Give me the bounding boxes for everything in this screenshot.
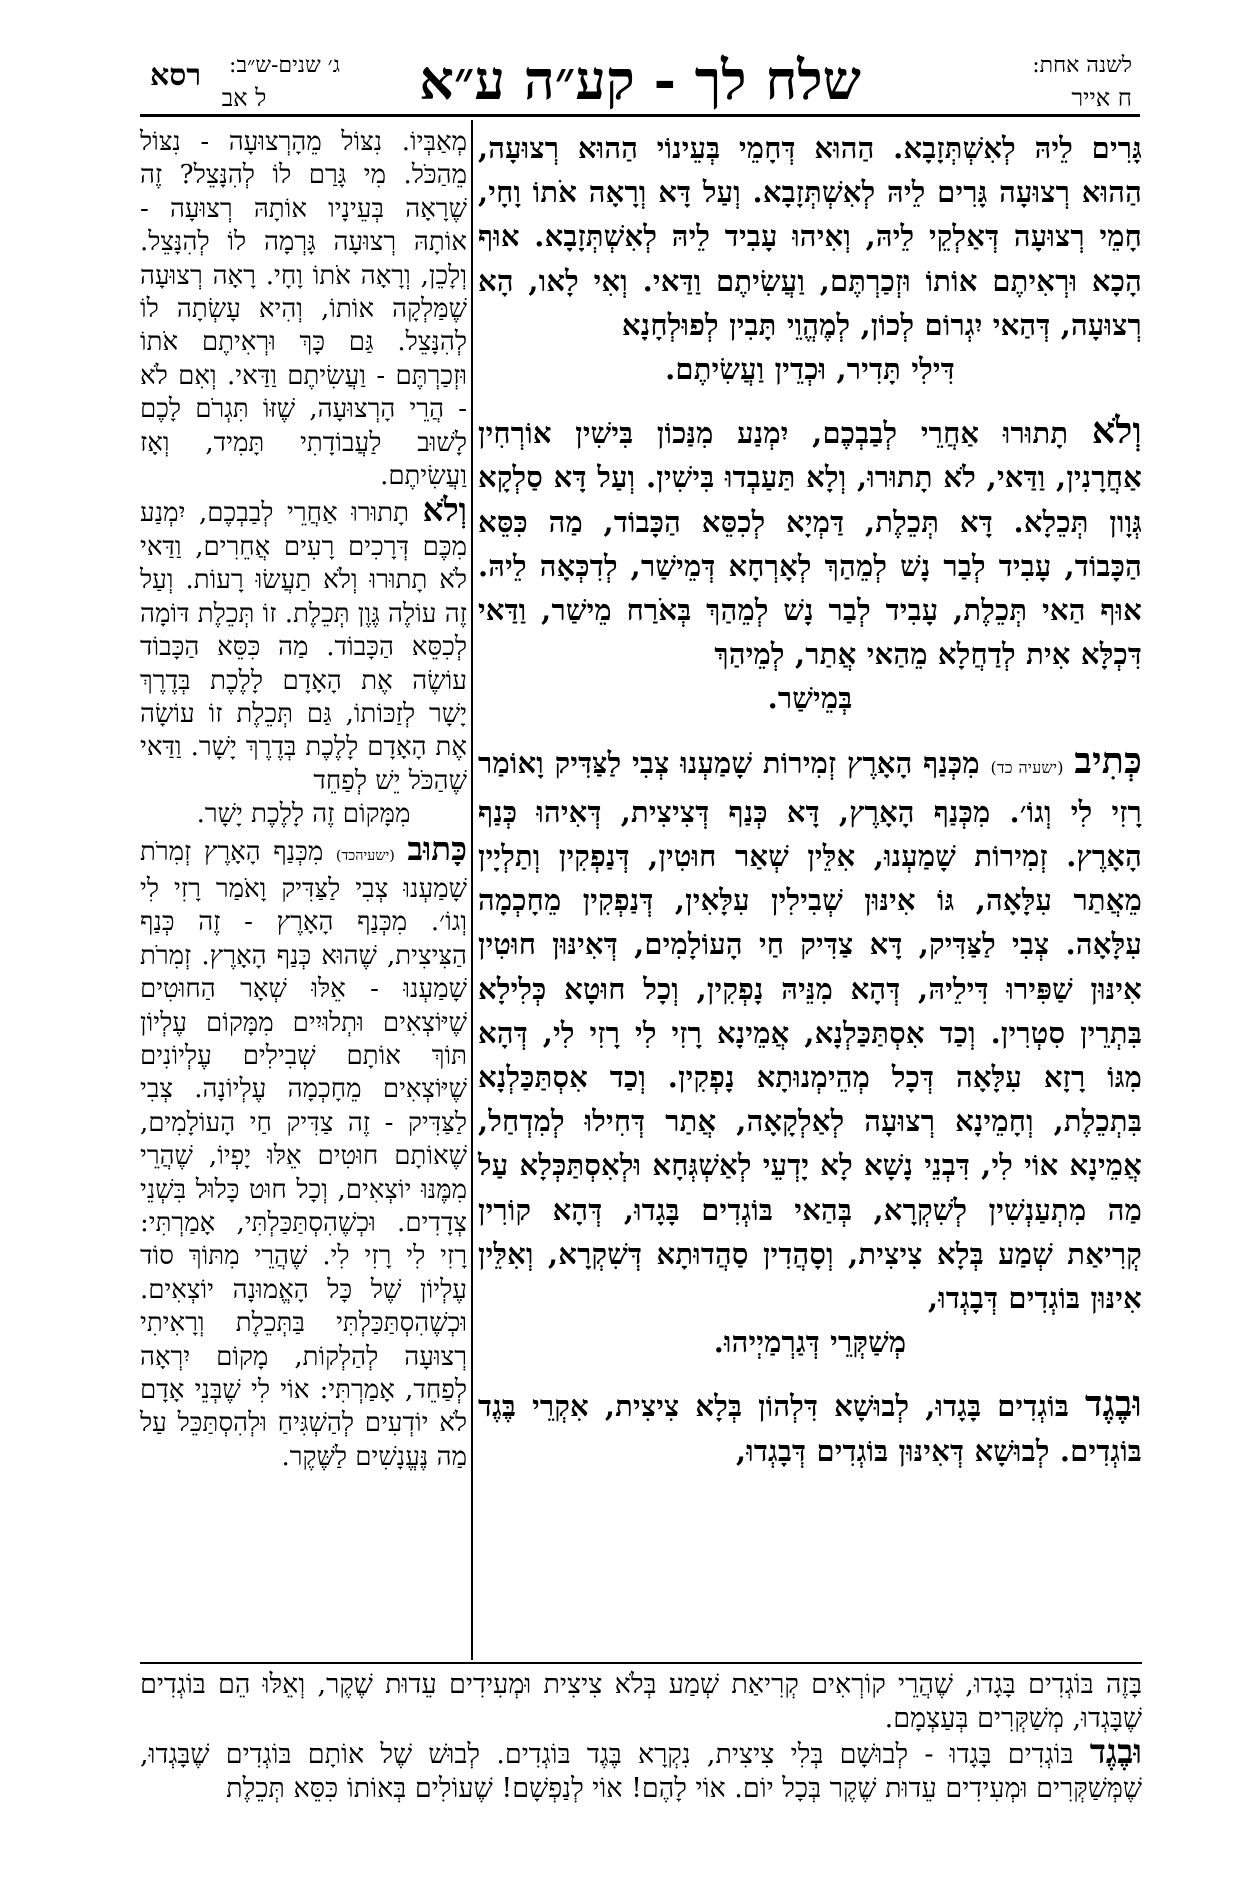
main-p3-reference: (ישעיה כד) bbox=[990, 757, 1064, 777]
bottom-b2-lead: וּבֶגֶד bbox=[1089, 1731, 1142, 1771]
folio-number: רסא bbox=[150, 58, 202, 93]
header-left-bottom: ל אב bbox=[221, 84, 267, 112]
header-right-note bbox=[952, 50, 1132, 114]
bottom-paragraph-1 bbox=[140, 1668, 1142, 1735]
header-rule bbox=[140, 114, 1140, 117]
main-paragraph-1 bbox=[478, 126, 1142, 391]
bottom-paragraph-2 bbox=[140, 1731, 1142, 1805]
page-title: שלח לך - קע״ה ע״א bbox=[419, 48, 861, 112]
side-s3-lead: כָּתוּב bbox=[407, 828, 467, 868]
main-p3-lead: כְּתִיב bbox=[1074, 738, 1143, 782]
bottom-b2-text: בּוֹגְדִים בָּגָדוּ - לְבוּשָׁם בְּלִי צִיצִית, נִקְרָא בֶּגֶד בּוֹגְדִים. לְבוּשׁ שֶׁל אוֹתָם בּוֹגְדִים שֶׁבָּגְדוּ, שֶׁמְּשַׁקְּרִים וּמְעִידִים עֵדוּת שֶׁקֶר בְּכָל יוֹם. אוֹי לָהֶם! אוֹי לְנַפְשָׁם! שֶׁעוֹלִים בְּאוֹתוֹ כִּסֵּא תְּכֵלֶת bbox=[140, 1739, 1142, 1804]
side-paragraph-3 bbox=[140, 828, 467, 1475]
main-p1-text: גָּרִים לֵיהּ לְאִשְׁתְּזָבָא. הַהוּא דְּחָמֵי בְּעֵינוֹי הַהוּא רְצוּעָה, הַהוּא רְצוּעָה גָּרִים לֵיהּ לְאִשְׁתְּזָבָא. וְעַל דָּא וְרָאָה אֹתוֹ וָחָי, חָמֵי רְצוּעָה דְּאַלְקֵי לֵיהּ, וְאִיהוּ עָבִיד לֵיהּ לְאִשְׁתְּזָבָא. אוּף הָכָא וּרְאִיתֶם אוֹתוֹ וּזְכַרְתֶּם, וַעֲשִׂיתֶם וַדַּאי. וְאִי לָאו, הָא רְצוּעָה, דְּהַאי יִגְרוֹם לְכוֹן, לְמֶהֱוֵי תָּבִין לְפוּלְחָנָא bbox=[478, 131, 1142, 342]
main-p4-lead: וּבֶגֶד bbox=[1085, 1382, 1142, 1426]
main-p2-end: בְּמֵישַׁר. bbox=[767, 681, 853, 716]
main-p3-text: מִכְּנַף הָאָרֶץ זְמִירוֹת שָׁמַעְנוּ צְבִי לַצַּדִּיק וָאוֹמַר רָזִי לִי וְגוֹ׳. מִכְּנַף הָאָרֶץ, דָּא כְּנַף דְּצִיצִית, דְּאִיהוּ כְּנַף הָאָרֶץ. זְמִירוֹת שָׁמַעְנוּ, אִלֵּין שְׁאַר חוּטִין, דְּנַפְקִין וְתַלְיָין מֵאֲתַר עִלָּאָה, גּוֹ אִינּוּן שְׁבִילִין עִלָּאִין, דְּנַפְקִין מֵחָכְמָה עִלָּאָה. צְבִי לַצַּדִּיק, דָּא צַדִּיק חַי הָעוֹלָמִים, דְּאִינּוּן חוּטִין אִינּוּן שַׁפִּירוּ דִּילֵיהּ, דְּהָא מִנֵּיהּ נָפְקִין, וְכָל חוּטָא כְּלִילָא בִּתְרֵין סִטְרִין. וְכַד אִסְתַּכַּלְנָא, אֲמֵינָא רָזִי לִי רָזִי לִי, דְּהָא מִגּוֹ רָזָא עִלָּאָה דְּכָל מְהֵימְנוּתָא נָפְקִין. וְכַד אִסְתַּכַּלְנָא בִּתְכֵלֶת, וְחָמֵינָא רְצוּעָה לְאַלְקָאָה, אֲתַר דְּחִילוּ לְמִדְחַל, אֲמֵינָא אוֹי לִי, דִּבְנֵי נָשָׁא לָא יָדְעֵי לְאַשְׁגְּחָא וּלְאִסְתַּכְּלָא עַל מַה מִתְעַנְשִׁין לְשִׁקְרָא, בְּהַאי בּוֹגְדִים בָּגָדוּ, דְּהָא קוֹרִין קְרִיאַת שְׁמַע בְּלָא צִיצִית, וְסָהֲדִין סַהֲדוּתָא דְּשִׁקְרָא, וְאִלֵּין אִינּוּן בּוֹגְדִים דְּבָגְדוּ, bbox=[478, 745, 1142, 1316]
column-divider bbox=[471, 120, 473, 1660]
main-p1-end: דִּילִי תָּדִיר, וּכְדֵין וַעֲשִׂיתֶם. bbox=[665, 352, 955, 387]
main-p2-text: תָתוּרוּ אַחֲרֵי לְבַבְכֶם, יִמְנַע מִנַּכוֹן בִּישִׁין אוֹרְחִין אַחֲרָנִין, וַדַּאי, לֹא תָתוּרוּ, וְלָא תַּעַבְדוּ בִּישִׁין. וְעַל דָּא סַלְקָא גְּוָון תְּכֵלָא. דָּא תְּכֵלֶת, דַּמְיָא לְכִסֵּא הַכָּבוֹד, מַה כִּסֵּא הַכָּבוֹד, עָבִיד לְבַר נָשׁ לְמֵהַךְ לְאָרְחָא דְּמֵישַׁר, לְדִכְּאָה לֵיהּ. אוּף הַאי תְּכֵלֶת, עָבִיד לְבַר נָשׁ לְמֵהַךְ בְּאֹרַח מֵישַׁר, וַדַּאי דִּכְלָּא אִית לְדַחֲלָא מֵהַאי אֲתַר, לְמֵיהַךְ bbox=[478, 416, 1142, 672]
main-paragraph-3 bbox=[478, 739, 1142, 1365]
header-right-bottom: ח אייר bbox=[1071, 84, 1132, 112]
side-paragraph-1 bbox=[140, 126, 467, 493]
main-p2-lead: וְלֹא bbox=[1091, 409, 1143, 453]
header-right-top: לשנה אחת: bbox=[1032, 53, 1132, 78]
side-s1-text: מְאַבְּיוֹ. נִצּוֹל מֵהָרְצוּעָה - נִצּוֹל מֵהַכֹּל. מִי גָּרַם לוֹ לְהִנָּצֵל? זֶה שֶׁרָאָה בְּעֵינָיו אוֹתָהּ רְצוּעָה - אוֹתָהּ רְצוּעָה גָּרְמָה לוֹ לְהִנָּצֵל. וְלָכֵן, וְרָאָה אֹתוֹ וָחָי. רָאָה רְצוּעָה שֶׁמַּלְקָה אוֹתוֹ, וְהִיא עָשְׂתָה לוֹ לְהִנָּצֵל. גַּם כָּךְ וּרְאִיתֶם אֹתוֹ וּזְכַרְתֶּם - וַעֲשִׂיתֶם וַדַּאי. וְאִם לֹא - הֲרֵי הָרְצוּעָה, שֶׁזּוֹ תִּגְרֹם לָכֶם לָשׁוּב לַעֲבוֹדָתִי תָּמִיד, וְאָז bbox=[140, 127, 467, 458]
header-left-top: ג׳ שנים-ש״ב: bbox=[229, 53, 340, 78]
side-s3-text: מִכְּנַף הָאָרֶץ זְמִרֹת שָׁמַעְנוּ צְבִי לַצַּדִּיק וָאֹמַר רָזִי לִי וְגוֹ׳. מִכְּנַף הָאָרֶץ - זֶה כְּנַף הַצִּיצִית, שֶׁהוּא כְּנַף הָאָרֶץ. זְמִרֹת שָׁמַעְנוּ - אֵלּוּ שְׁאָר הַחוּטִים שֶׁיּוֹצְאִים וּתְלוּיִים מִמָּקוֹם עֶלְיוֹן תּוֹךְ אוֹתָם שְׁבִילִים עֶלְיוֹנִים שֶׁיּוֹצְאִים מֵחָכְמָה עֶלְיוֹנָה. צְבִי לַצַּדִּיק - זֶה צַדִּיק חַי הָעוֹלָמִים, שֶׁאוֹתָם חוּטִים אֵלּוּ יָפְיוֹ, שֶׁהֲרֵי מִמֶּנּוּ יוֹצְאִים, וְכָל חוּט כָּלוּל בִּשְׁנֵי צְדָדִים. וּכְשֶׁהִסְתַּכַּלְתִּי, אָמַרְתִּי: רָזִי לִי רָזִי לִי. שֶׁהֲרֵי מִתּוֹךְ סוֹד עֶלְיוֹן שֶׁל כָּל הָאֱמוּנָה יוֹצְאִים. וּכְשֶׁהִסְתַּכַּלְתִּי בַּתְּכֵלֶת וְרָאִיתִי רְצוּעָה לְהַלְקוֹת, מָקוֹם יִרְאָה לְפַחֵד, אָמַרְתִּי: אוֹי לִי שֶׁבְּנֵי אָדָם לֹא יוֹדְעִים לְהַשְׁגִּיחַ וּלְהִסְתַּכֵּל עַל מַה נֶּעֱנָשִׁים לַשֶּׁקֶר. bbox=[140, 836, 467, 1472]
side-s1-end: וַעֲשִׂיתֶם. bbox=[380, 461, 467, 492]
main-p3-end: מְשַׁקְּרֵי דְּגַרְמַיְיהוּ. bbox=[713, 1325, 907, 1360]
bottom-translation bbox=[140, 1668, 1142, 1805]
header-left-note bbox=[148, 50, 340, 114]
main-paragraph-2 bbox=[478, 409, 1142, 720]
main-p4-text: בּוֹגְדִים בָּגָדוּ, לְבוּשָׁא דִּלְהוֹן בְּלָא צִיצִית, אִקְרֵי בֶּגֶד בּוֹגְדִים. לְבוּשָׁא דְּאִינּוּן בּוֹגְדִים דְּבָגְדוּ, bbox=[478, 1389, 1142, 1468]
side-s2-text: תָתוּרוּ אַחֲרֵי לְבַבְכֶם, יִמְנַע מִכֶּם דְּרָכִים רָעִים אֲחֵרִים, וַדַּאי לֹא תָתוּרוּ וְלֹא תַעֲשׂוּ רָעוֹת. וְעַל זֶה עוֹלֶה גֶּוֶן תְּכֵלֶת. זוֹ תְּכֵלֶת דּוֹמָה לְכִסֵּא הַכָּבוֹד. מַה כִּסֵּא הַכָּבוֹד עוֹשֶׂה אֶת הָאָדָם לָלֶכֶת בְּדֶרֶךְ יָשָׁר לְזַכּוֹתוֹ, גַּם תְּכֵלֶת זוֹ עוֹשָׂה אֶת הָאָדָם לָלֶכֶת בְּדֶרֶךְ יָשָׁר. וַדַּאי שֶׁהַכֹּל יֵשׁ לְפַחֵד bbox=[140, 498, 467, 796]
bottom-rule bbox=[140, 1662, 1142, 1664]
side-s2-lead: וְלֹא bbox=[422, 490, 467, 530]
side-s2-end: מִמָּקוֹם זֶה לָלֶכֶת יָשָׁר. bbox=[196, 799, 411, 830]
translation-column bbox=[140, 126, 467, 1474]
main-text-column bbox=[478, 126, 1142, 1491]
main-paragraph-4 bbox=[478, 1382, 1142, 1472]
side-paragraph-2 bbox=[140, 490, 467, 831]
bottom-b1-text: בָּזֶה בּוֹגְדִים בָּגָדוּ, שֶׁהֲרֵי קוֹרְאִים קְרִיאַת שְׁמַע בְּלֹא צִיצִית וּמְעִידִים עֵדוּת שֶׁקֶר, וְאֵלּוּ הֵם בּוֹגְדִים שֶׁבָּגְדוּ, מְשַׁקְּרִים בְּעַצְמָם. bbox=[140, 1669, 1142, 1734]
side-s3-reference: (ישעיהכד) bbox=[335, 847, 395, 864]
